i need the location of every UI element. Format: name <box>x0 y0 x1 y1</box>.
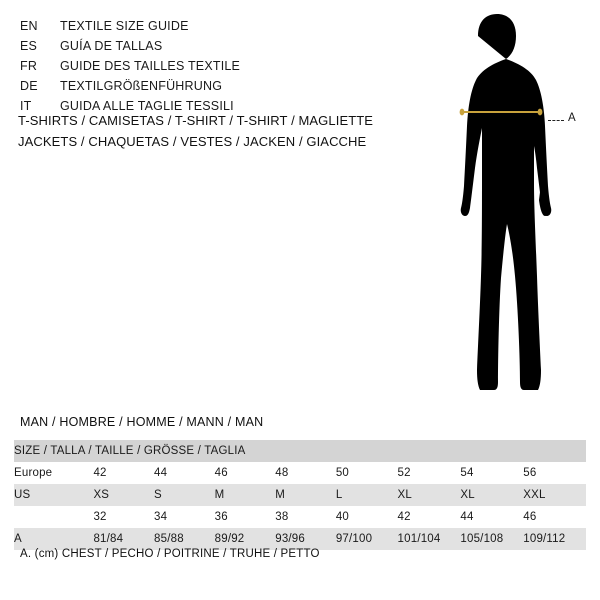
cell: 85/88 <box>154 528 215 550</box>
table-row <box>14 506 586 528</box>
language-code: IT <box>20 99 32 113</box>
cell: S <box>154 484 215 506</box>
cell: 42 <box>398 506 461 528</box>
table-row <box>14 462 586 484</box>
cell: XXL <box>523 484 586 506</box>
language-code: FR <box>20 59 38 73</box>
cell: 89/92 <box>215 528 276 550</box>
language-list <box>20 16 380 116</box>
language-code: EN <box>20 19 38 33</box>
row-label: A <box>14 528 93 550</box>
language-row <box>20 56 380 76</box>
row-label: US <box>14 484 93 506</box>
language-code: DE <box>20 79 38 93</box>
cell: 109/112 <box>523 528 586 550</box>
cell: 42 <box>93 462 154 484</box>
section-title-man: MAN / HOMBRE / HOMME / MANN / MAN <box>20 415 264 429</box>
cell: 97/100 <box>336 528 398 550</box>
language-title: GUIDE DES TAILLES TEXTILE <box>60 59 241 73</box>
marker-dash-line <box>548 120 564 122</box>
man-silhouette-icon <box>400 8 600 408</box>
cell: 44 <box>460 506 523 528</box>
cell: 56 <box>523 462 586 484</box>
cell: 50 <box>336 462 398 484</box>
marker-label-a: A <box>568 112 576 124</box>
cell: M <box>275 484 336 506</box>
language-row <box>20 76 380 96</box>
cell: 81/84 <box>93 528 154 550</box>
cell: 48 <box>275 462 336 484</box>
cell: XL <box>398 484 461 506</box>
cell: 46 <box>523 506 586 528</box>
category-jackets: JACKETS / CHAQUETAS / VESTES / JACKEN / GIACCHE <box>18 134 367 149</box>
language-row <box>20 36 380 56</box>
cell: XS <box>93 484 154 506</box>
cell: M <box>215 484 276 506</box>
language-title: GUÍA DE TALLAS <box>60 39 163 53</box>
cell: 54 <box>460 462 523 484</box>
row-label: Europe <box>14 462 93 484</box>
table-row <box>14 484 586 506</box>
category-list <box>18 110 438 152</box>
cell: 40 <box>336 506 398 528</box>
language-title: GUIDA ALLE TAGLIE TESSILI <box>60 99 234 113</box>
cell: 34 <box>154 506 215 528</box>
cell: 36 <box>215 506 276 528</box>
category-tshirts: T-SHIRTS / CAMISETAS / T-SHIRT / T-SHIRT / MAGLIETTE <box>18 113 374 128</box>
table-row <box>14 528 586 550</box>
cell: 38 <box>275 506 336 528</box>
cell: 93/96 <box>275 528 336 550</box>
cell: XL <box>460 484 523 506</box>
language-code: ES <box>20 39 38 53</box>
cell: 46 <box>215 462 276 484</box>
table-header-label: SIZE / TALLA / TAILLE / GRÖSSE / TAGLIA <box>14 440 586 462</box>
figure-illustration <box>400 8 600 408</box>
cell: 52 <box>398 462 461 484</box>
cell: 44 <box>154 462 215 484</box>
language-title: TEXTILE SIZE GUIDE <box>60 19 189 33</box>
row-label <box>14 506 93 528</box>
table-header-row <box>14 440 586 462</box>
language-row <box>20 16 380 36</box>
size-table <box>14 440 586 550</box>
cell: 101/104 <box>398 528 461 550</box>
cell: 105/108 <box>460 528 523 550</box>
language-title: TEXTILGRÖßENFÜHRUNG <box>60 79 223 93</box>
cell: L <box>336 484 398 506</box>
table-footnote: A. (cm) CHEST / PECHO / POITRINE / TRUHE / PETTO <box>20 548 320 560</box>
cell: 32 <box>93 506 154 528</box>
